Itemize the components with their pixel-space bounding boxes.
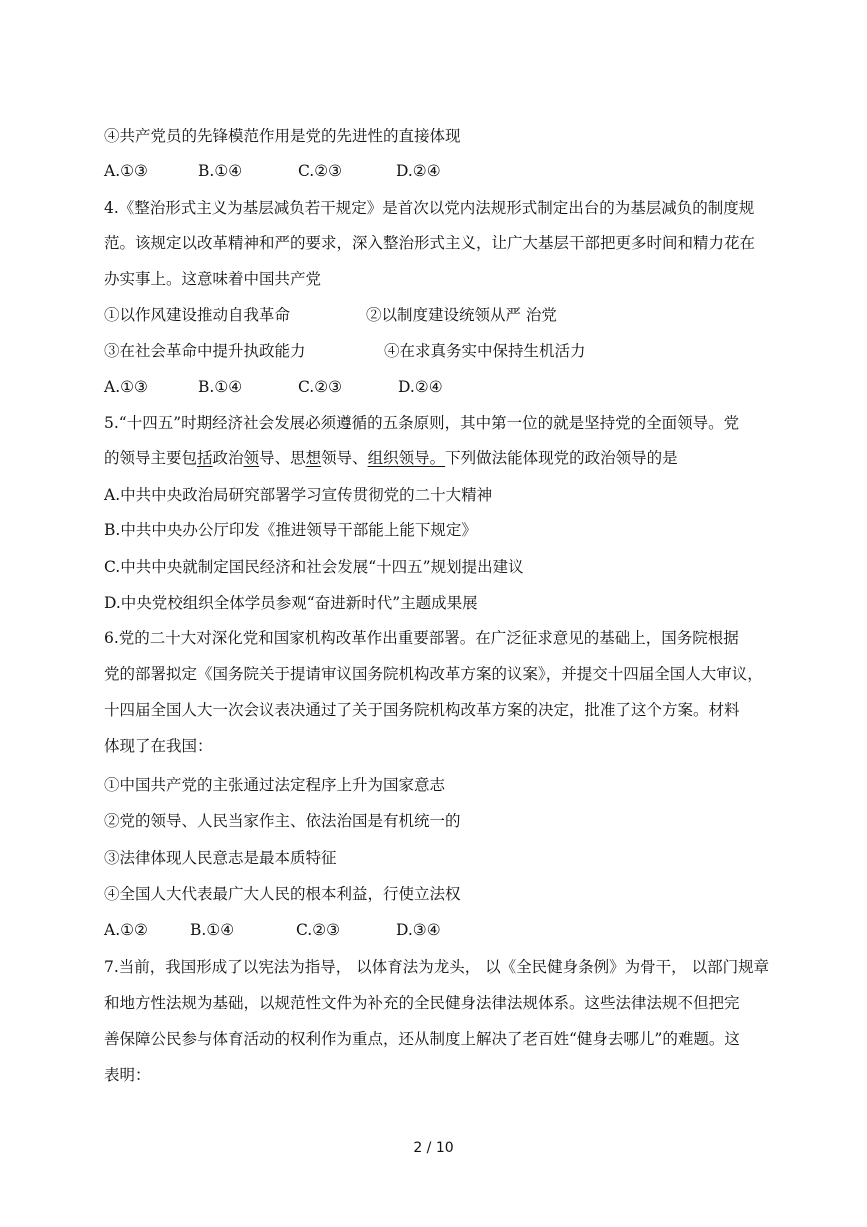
- q6-option-d: D.③④: [396, 921, 441, 939]
- q3-option-c: C.②③: [298, 162, 343, 180]
- q4-option-b: B.①④: [198, 378, 243, 396]
- q7-stem-line-4: 表明：: [104, 1066, 151, 1084]
- page-number: 2 / 10: [413, 1140, 454, 1156]
- q4-stem-line-3: 办实事上。这意味着中国共产党: [104, 270, 322, 288]
- q4-options: [104, 377, 764, 397]
- q5-option-a: A.中共中央政治局研究部署学习宣传贯彻党的二十大精神: [104, 486, 493, 504]
- q4-stem-line-2: 范。该规定以改革精神和严的要求，深入整治形式主义，让广大基层干部把更多时间和精力花在: [104, 234, 756, 252]
- q6-option-a: A.①②: [104, 921, 148, 939]
- q5-stem-line-2: 的领导主要包括政治领导、思想领导、组织领导。下列做法能体现党的政治领导的是: [104, 449, 678, 467]
- q3-options: [104, 161, 764, 181]
- q3-option-b: B.①④: [198, 162, 243, 180]
- q4-option-c: C.②③: [298, 378, 343, 396]
- q4-option-a: A.①③: [104, 378, 148, 396]
- q6-item-3: ③法律体现人民意志是最本质特征: [104, 849, 337, 867]
- q6-stem-line-4: 体现了在我国：: [104, 737, 213, 755]
- q5-stem-line-1: 5.“十四五”时期经济社会发展必须遵循的五条原则，其中第一位的就是坚持党的全面领导。党: [104, 414, 740, 432]
- q4-item-4: ④在求真务实中保持生机活力: [384, 342, 586, 360]
- q6-stem-line-1: 6.党的二十大对深化党和国家机构改革作出重要部署。在广泛征求意见的基础上，国务院根据: [104, 629, 739, 647]
- q6-option-b: B.①④: [190, 921, 235, 939]
- q7-stem-line-1: 7.当前，我国形成了以宪法为指导， 以体育法为龙头， 以《全民健身条例》为骨干， 以部门规章: [104, 958, 770, 976]
- q5-option-c: C.中共中央就制定国民经济和社会发展“十四五”规划提出建议: [104, 558, 524, 576]
- q6-item-1: ①中国共产党的主张通过法定程序上升为国家意志: [104, 776, 446, 794]
- q7-stem-line-2: 和地方性法规为基础，以规范性文件为补充的全民健身法律法规体系。这些法律法规不但把完: [104, 994, 740, 1012]
- q3-item-4: ④共产党员的先锋模范作用是党的先进性的直接体现: [104, 127, 461, 145]
- q4-item-1: ①以作风建设推动自我革命: [104, 306, 291, 324]
- q6-item-2: ②党的领导、人民当家作主、依法治国是有机统一的: [104, 812, 461, 830]
- q3-option-d: D.②④: [396, 162, 441, 180]
- q4-option-d: D.②④: [398, 378, 443, 396]
- q6-item-4: ④全国人大代表最广大人民的根本利益，行使立法权: [104, 885, 461, 903]
- q4-item-3: ③在社会革命中提升执政能力: [104, 342, 306, 360]
- q5-option-d: D.中央党校组织全体学员参观“奋进新时代”主题成果展: [104, 594, 478, 612]
- q4-items-row-2: [104, 341, 764, 361]
- q6-stem-line-2: 党的部署拟定《国务院关于提请审议国务院机构改革方案的议案》，并提交十四届全国人大审议，: [104, 665, 763, 683]
- q5-option-b: B.中共中央办公厅印发《推进领导干部能上能下规定》: [104, 521, 477, 539]
- q6-option-c: C.②③: [296, 921, 341, 939]
- q3-option-a: A.①③: [104, 162, 148, 180]
- q6-stem-line-3: 十四届全国人大一次会议表决通过了关于国务院机构改革方案的决定，批准了这个方案。材料: [104, 701, 740, 719]
- q4-stem-line-1: 4.《整治形式主义为基层减负若干规定》是首次以党内法规形式制定出台的为基层减负的制度规: [104, 199, 755, 217]
- q6-options: [104, 920, 764, 940]
- q7-stem-line-3: 善保障公民参与体育活动的权利作为重点，还从制度上解决了老百姓“健身去哪儿”的难题。这: [104, 1030, 740, 1048]
- q4-item-2: ②以制度建设统领从严 治党: [366, 306, 557, 324]
- q4-items-row-1: [104, 305, 764, 325]
